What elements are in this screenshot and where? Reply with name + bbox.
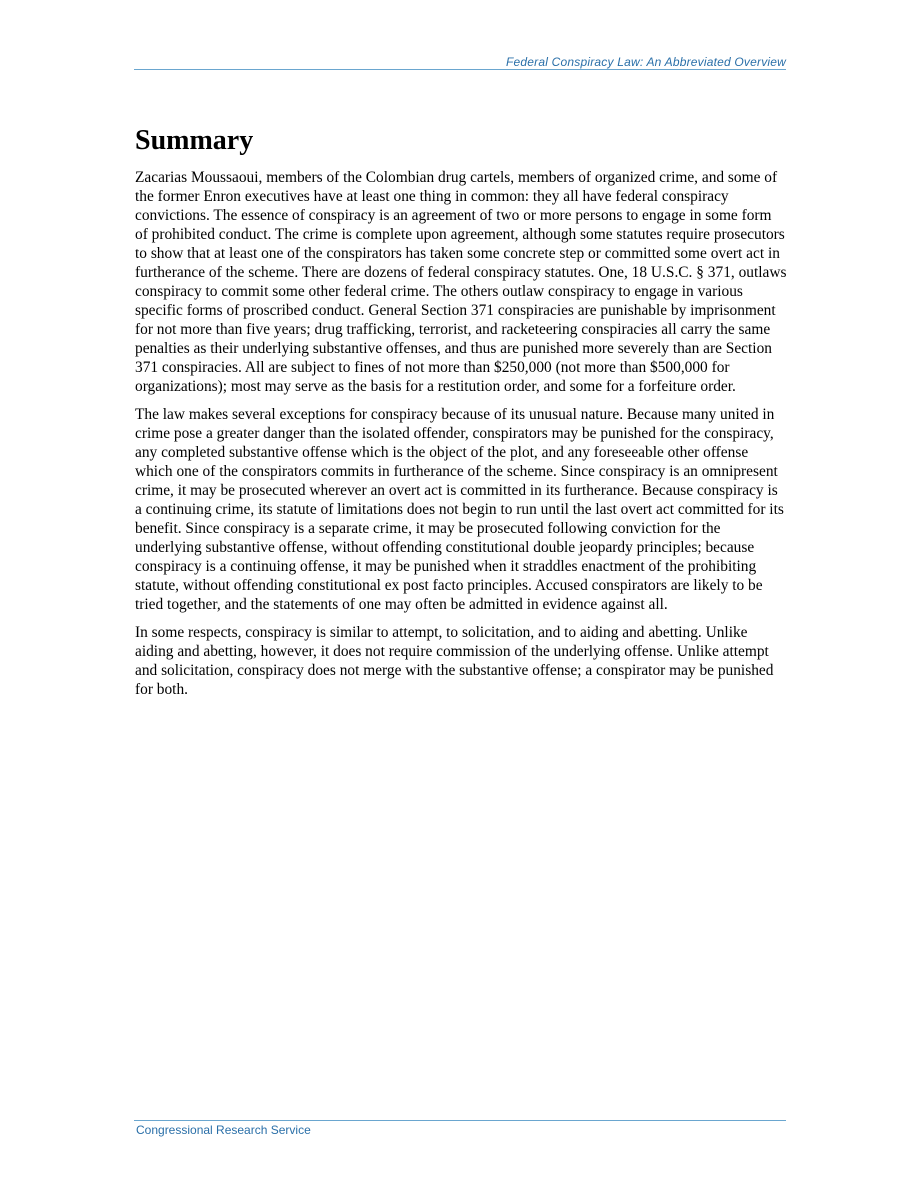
header-divider [134,69,786,70]
summary-paragraph-1: Zacarias Moussaoui, members of the Colombian drug cartels, members of organized crime, and some of the former Enron executives have at least one thing in common: they all have federal conspiracy convictions. The essence of conspiracy is an agreement of two or more persons to engage in some form of prohibited conduct. The crime is complete upon agreement, although some statutes require prosecutors to show that at least one of the conspirators has taken some concrete step or committed some overt act in furtherance of the scheme. There are dozens of federal conspiracy statutes. One, 18 U.S.C. § 371, outlaws conspiracy to commit some other federal crime. The others outlaw conspiracy to engage in various specific forms of proscribed conduct. General Section 371 conspiracies are punishable by imprisonment for not more than five years; drug trafficking, terrorist, and racketeering conspiracies all carry the same penalties as their underlying substantive offenses, and thus are punished more severely than are Section 371 conspiracies. All are subject to fines of not more than $250,000 (not more than $500,000 for organizations); most may serve as the basis for a restitution order, and some for a forfeiture order. [135,169,787,395]
section-heading: Summary [135,125,254,156]
footer-publisher: Congressional Research Service [136,1123,311,1137]
summary-paragraph-2: The law makes several exceptions for conspiracy because of its unusual nature. Because many united in crime pose a greater danger than the isolated offender, conspirators may be punished for the conspiracy, any completed substantive offense which is the object of the plot, and any foreseeable other offense which one of the conspirators commits in furtherance of the scheme. Since conspiracy is an omnipresent crime, it may be prosecuted wherever an overt act is committed in its furtherance. Because conspiracy is a continuing crime, its statute of limitations does not begin to run until the last overt act committed for its benefit. Since conspiracy is a separate crime, it may be prosecuted following conviction for the underlying substantive offense, without offending constitutional double jeopardy principles; because conspiracy is a continuing offense, it may be punished when it straddles enactment of the prohibiting statute, without offending constitutional ex post facto principles. Accused conspirators are likely to be tried together, and the statements of one may often be admitted in evidence against all. [135,406,784,613]
footer-divider [134,1120,786,1121]
document-body [135,124,787,708]
running-header-title: Federal Conspiracy Law: An Abbreviated Overview [506,55,786,69]
summary-paragraph-3: In some respects, conspiracy is similar to attempt, to solicitation, and to aiding and abetting. Unlike aiding and abetting, however, it does not require commission of the underlying offense. Unlike attempt and solicitation, conspiracy does not merge with the substantive offense; a conspirator may be punished for both. [135,624,774,698]
